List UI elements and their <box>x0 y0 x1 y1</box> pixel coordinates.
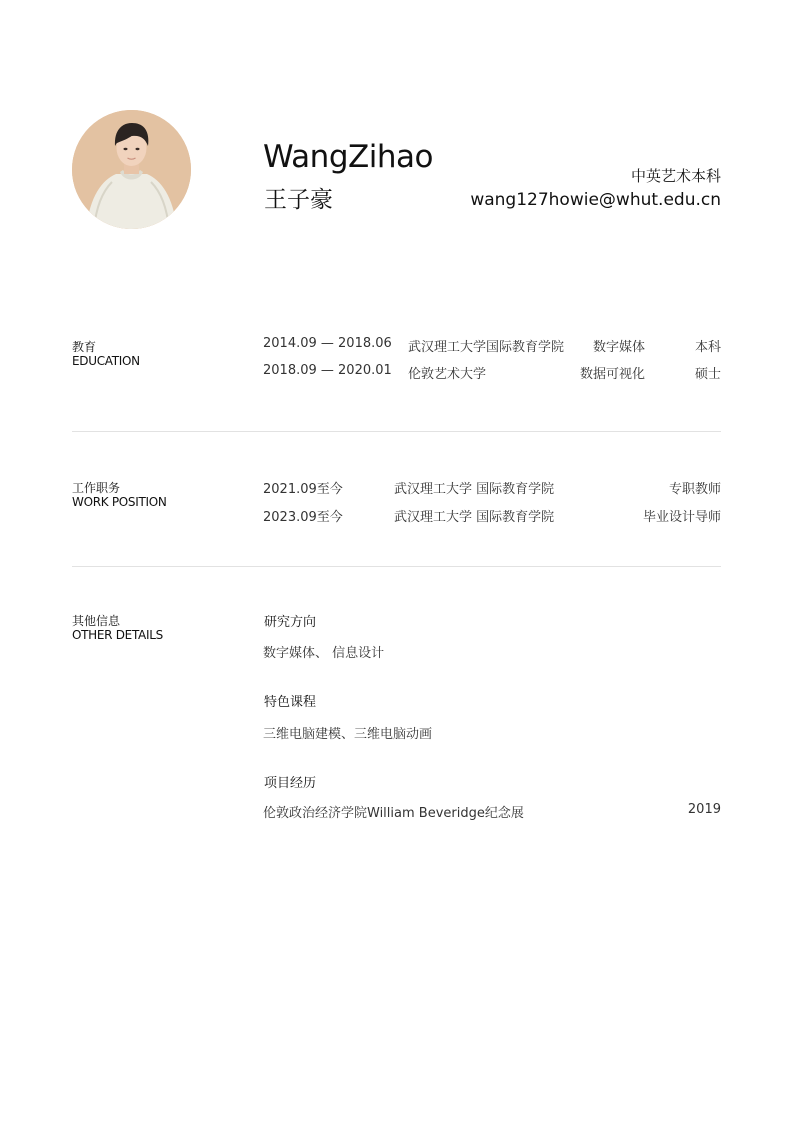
projects-title: 项目经历 <box>264 776 317 791</box>
project-name: 伦敦政治经济学院William Beveridge纪念展 <box>263 806 524 821</box>
work-organization: 武汉理工大学 国际教育学院 <box>394 510 555 525</box>
education-period: 2014.09 — 2018.06 <box>263 336 392 351</box>
section-divider <box>72 566 721 567</box>
email-address[interactable]: wang127howie@whut.edu.cn <box>470 190 721 210</box>
courses-title: 特色课程 <box>264 695 317 710</box>
work-organization: 武汉理工大学 国际教育学院 <box>394 482 555 497</box>
education-degree: 本科 <box>694 340 721 355</box>
work-period: 2021.09至今 <box>263 482 343 497</box>
work-role: 专职教师 <box>668 482 721 497</box>
other-title-cn: 其他信息 <box>72 614 121 628</box>
education-title-en: EDUCATION <box>72 354 140 368</box>
degree-label: 中英艺术本科 <box>630 167 721 185</box>
research-title: 研究方向 <box>264 615 317 630</box>
avatar <box>72 110 191 229</box>
other-title-en: OTHER DETAILS <box>72 628 163 642</box>
education-school: 武汉理工大学国际教育学院 <box>408 340 565 355</box>
education-major: 数据可视化 <box>580 367 646 382</box>
education-major: 数字媒体 <box>593 340 646 355</box>
name-chinese: 王子豪 <box>264 187 333 213</box>
work-period: 2023.09至今 <box>263 510 343 525</box>
section-divider <box>72 431 721 432</box>
work-title-cn: 工作职务 <box>72 481 121 495</box>
project-year: 2019 <box>687 802 721 817</box>
work-title-en: WORK POSITION <box>72 495 167 509</box>
education-title-cn: 教育 <box>72 340 97 354</box>
education-school: 伦敦艺术大学 <box>408 367 487 382</box>
portrait-photo <box>72 110 191 229</box>
education-degree: 硕士 <box>694 367 721 382</box>
education-period: 2018.09 — 2020.01 <box>263 363 392 378</box>
research-text: 数字媒体、 信息设计 <box>263 646 385 661</box>
work-role: 毕业设计导师 <box>642 510 721 525</box>
name-english: WangZihao <box>263 139 433 175</box>
courses-text: 三维电脑建模、三维电脑动画 <box>263 727 433 742</box>
